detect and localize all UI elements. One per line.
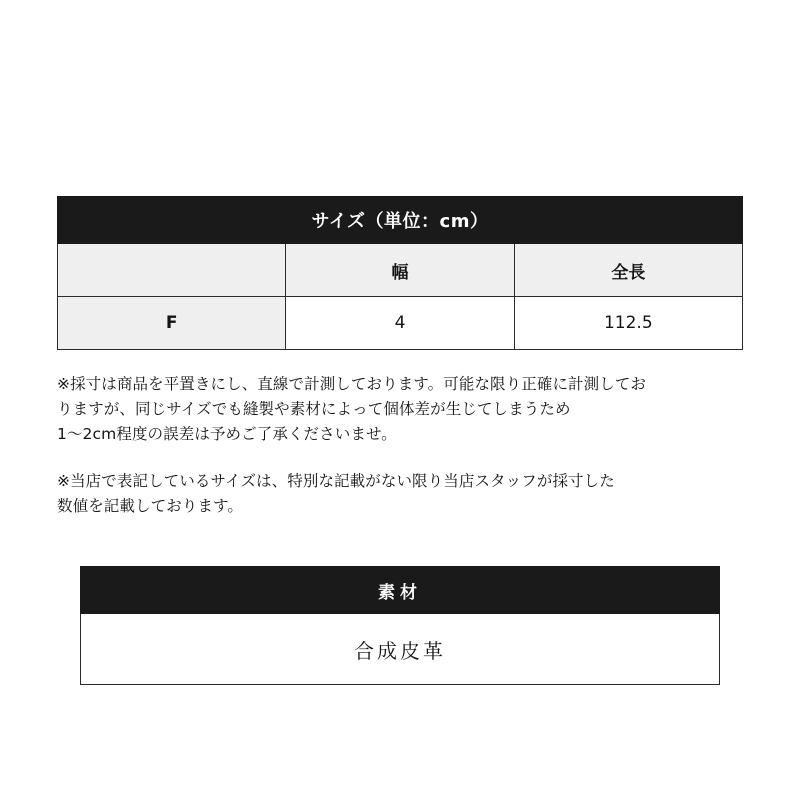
- size-row-label-f: F: [58, 297, 286, 350]
- size-table-header-width: 幅: [286, 244, 514, 297]
- material-table-title-row: [81, 567, 720, 614]
- size-table: [57, 196, 743, 350]
- material-table: [80, 566, 720, 685]
- material-table-title: 素材: [81, 567, 720, 614]
- note-measurement-line-1: ※採寸は商品を平置きにし、直線で計測しております。可能な限り正確に計測してお: [57, 375, 647, 393]
- size-table-title-row: [58, 197, 743, 244]
- note-staff-measured-line-1: ※当店で表記しているサイズは、特別な記載がない限り当店スタッフが採寸した: [57, 472, 615, 491]
- measurement-notes: [57, 372, 757, 520]
- size-cell-width: 4: [286, 297, 514, 350]
- note-measurement-line-3: 1〜2cm程度の誤差は予めご了承くださいませ。: [57, 425, 397, 444]
- note-measurement: [57, 372, 757, 447]
- note-staff-measured-line-2: 数値を記載しております。: [57, 497, 243, 516]
- size-table-header-row: [58, 244, 743, 297]
- size-table-title: サイズ（単位：cm）: [58, 197, 743, 244]
- note-measurement-line-2: りますが、同じサイズでも縫製や素材によって個体差が生じてしまうため: [57, 400, 571, 419]
- material-table-value: 合成皮革: [81, 614, 720, 685]
- size-table-header-blank: [58, 244, 286, 297]
- table-row: [58, 297, 743, 350]
- material-table-value-row: [81, 614, 720, 685]
- size-table-header-total-length: 全長: [514, 244, 742, 297]
- size-cell-total-length: 112.5: [514, 297, 742, 350]
- note-staff-measured: [57, 469, 757, 519]
